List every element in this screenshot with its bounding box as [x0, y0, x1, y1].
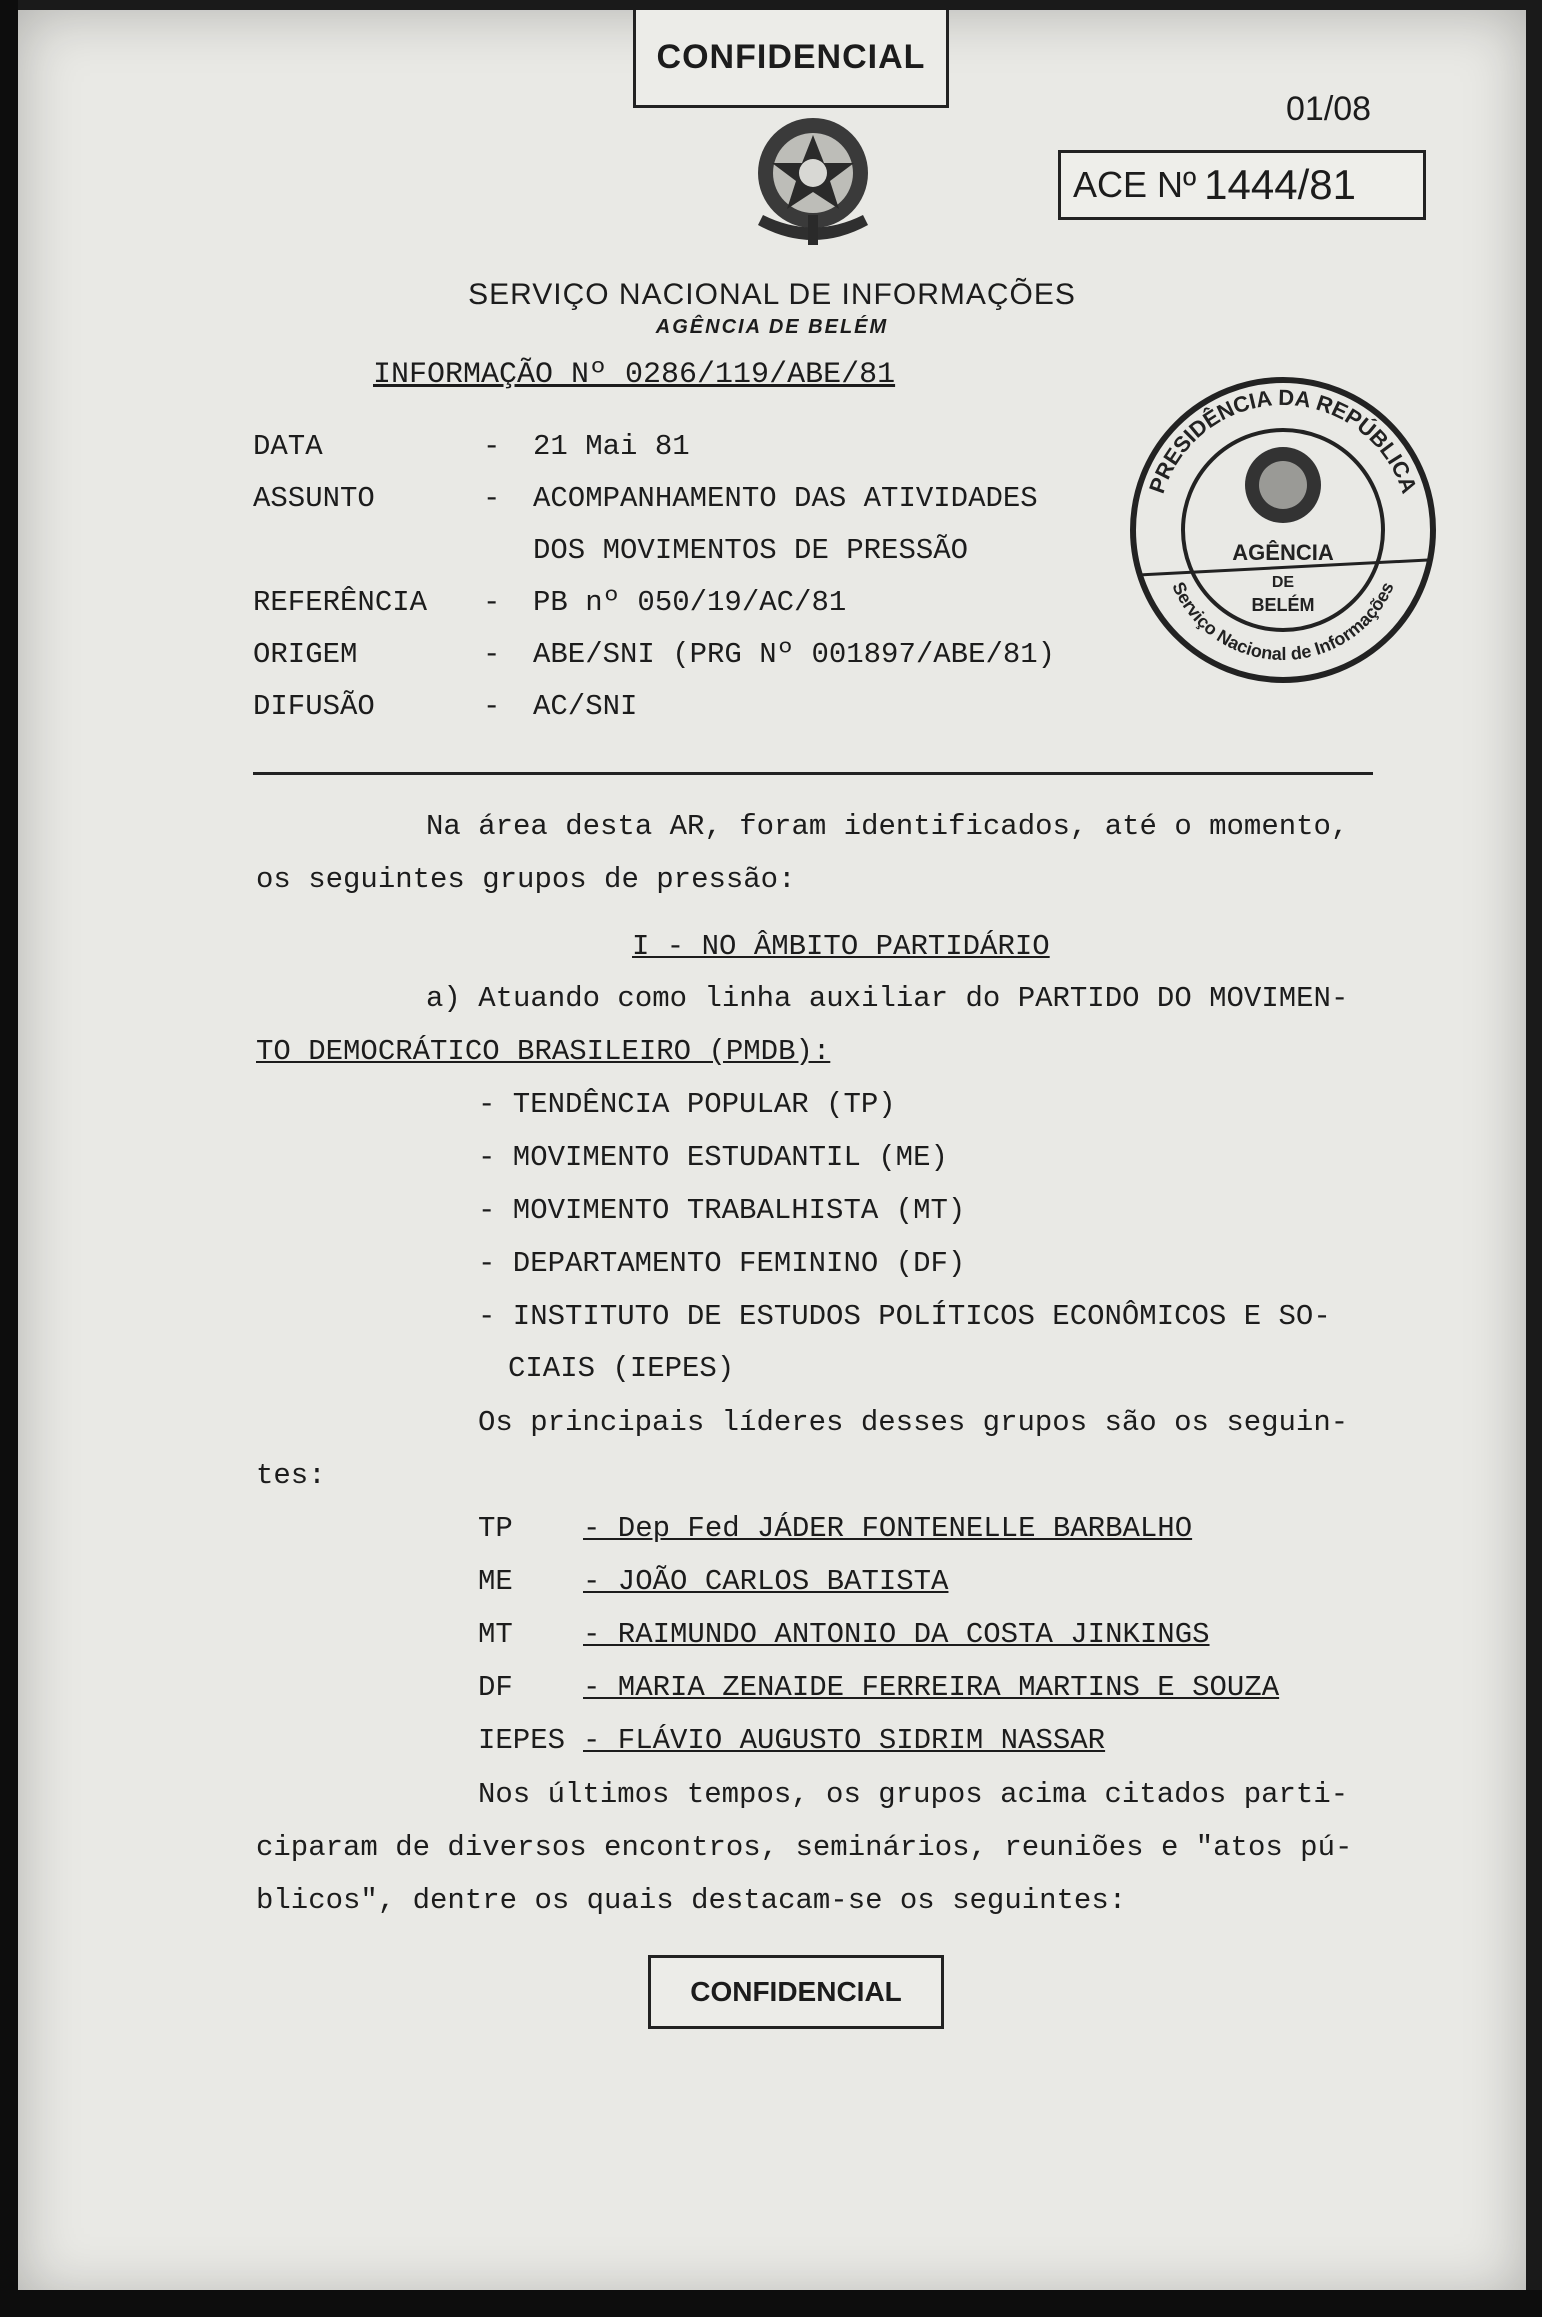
leaders-intro-1: Os principais líderes desses grupos são os seguin- — [478, 1406, 1349, 1439]
intro-line-2: os seguintes grupos de pressão: — [256, 863, 796, 896]
stamp-center-3: BELÉM — [1251, 595, 1315, 615]
leader-abbr: MT — [478, 1618, 513, 1651]
item-a-line-1: a) Atuando como linha auxiliar do PARTIDO DO MOVIMEN- — [426, 982, 1349, 1015]
meta-value: ACOMPANHAMENTO DAS ATIVIDADES — [533, 482, 1038, 515]
section-heading: I - NO ÂMBITO PARTIDÁRIO — [632, 930, 1050, 963]
ace-label: ACE Nº — [1073, 164, 1197, 205]
meta-dash: - — [483, 638, 501, 671]
item-a-line-2: TO DEMOCRÁTICO BRASILEIRO (PMDB): — [256, 1035, 831, 1068]
document-page — [18, 10, 1526, 2300]
meta-key: DIFUSÃO — [253, 690, 375, 723]
meta-key: DATA — [253, 430, 323, 463]
group-item: - DEPARTAMENTO FEMININO (DF) — [478, 1247, 966, 1280]
classification-bottom: CONFIDENCIAL — [648, 1955, 944, 2029]
leaders-intro-2: tes: — [256, 1459, 326, 1492]
stamp-center-1: AGÊNCIA — [1232, 540, 1334, 565]
closing-line-3: blicos", dentre os quais destacam-se os seguintes: — [256, 1884, 1127, 1917]
leader-abbr: DF — [478, 1671, 513, 1704]
meta-value: ABE/SNI (PRG Nº 001897/ABE/81) — [533, 638, 1056, 671]
closing-line-1: Nos últimos tempos, os grupos acima citados parti- — [478, 1778, 1349, 1811]
intro-line-1: Na área desta AR, foram identificados, até o momento, — [426, 810, 1349, 843]
page-number: 01/08 — [1286, 90, 1372, 128]
meta-key: REFERÊNCIA — [253, 586, 428, 619]
meta-dash: - — [483, 586, 501, 619]
leader-abbr: IEPES — [478, 1724, 566, 1757]
agency-stamp — [1118, 365, 1448, 695]
scan-edge-bottom — [0, 2290, 1542, 2317]
meta-value: PB nº 050/19/AC/81 — [533, 586, 847, 619]
meta-dash: - — [483, 430, 501, 463]
document-title: INFORMAÇÃO Nº 0286/119/ABE/81 — [373, 358, 896, 392]
meta-dash: - — [483, 690, 501, 723]
leader-name: - JOÃO CARLOS BATISTA — [583, 1565, 949, 1598]
group-item: - MOVIMENTO TRABALHISTA (MT) — [478, 1194, 966, 1227]
meta-key: ORIGEM — [253, 638, 358, 671]
meta-dash: - — [483, 482, 501, 515]
leader-name: - FLÁVIO AUGUSTO SIDRIM NASSAR — [583, 1724, 1106, 1757]
leader-name: - RAIMUNDO ANTONIO DA COSTA JINKINGS — [583, 1618, 1210, 1651]
group-item-continuation: CIAIS (IEPES) — [508, 1352, 735, 1385]
leader-name: - MARIA ZENAIDE FERREIRA MARTINS E SOUZA — [583, 1671, 1280, 1704]
meta-key: ASSUNTO — [253, 482, 375, 515]
ace-number: 1444/81 — [1204, 161, 1356, 208]
separator-line — [253, 772, 1373, 775]
meta-value: 21 Mai 81 — [533, 430, 690, 463]
group-item: - MOVIMENTO ESTUDANTIL (ME) — [478, 1141, 948, 1174]
stamp-ring-bottom: Serviço Nacional de Informações — [1168, 578, 1398, 665]
stamp-ring-top: PRESIDÊNCIA DA REPÚBLICA — [1144, 384, 1422, 497]
ace-number-box — [1058, 150, 1426, 220]
classification-top: CONFIDENCIAL — [633, 10, 949, 108]
meta-value: DOS MOVIMENTOS DE PRESSÃO — [533, 534, 969, 567]
closing-line-2: ciparam de diversos encontros, seminários, reuniões e "atos pú- — [256, 1831, 1353, 1864]
coat-of-arms-icon — [738, 105, 888, 255]
agency-name: SERVIÇO NACIONAL DE INFORMAÇÕES — [468, 278, 1076, 311]
scan-edge-left — [0, 0, 18, 2317]
leader-abbr: TP — [478, 1512, 513, 1545]
meta-value: AC/SNI — [533, 690, 638, 723]
leader-name: - Dep Fed JÁDER FONTENELLE BARBALHO — [583, 1512, 1193, 1545]
subagency-name: AGÊNCIA DE BELÉM — [655, 316, 889, 338]
leader-abbr: ME — [478, 1565, 513, 1598]
group-item: - TENDÊNCIA POPULAR (TP) — [478, 1088, 896, 1121]
group-item: - INSTITUTO DE ESTUDOS POLÍTICOS ECONÔMICOS E SO- — [478, 1300, 1331, 1333]
stamp-center-2: DE — [1271, 574, 1295, 591]
